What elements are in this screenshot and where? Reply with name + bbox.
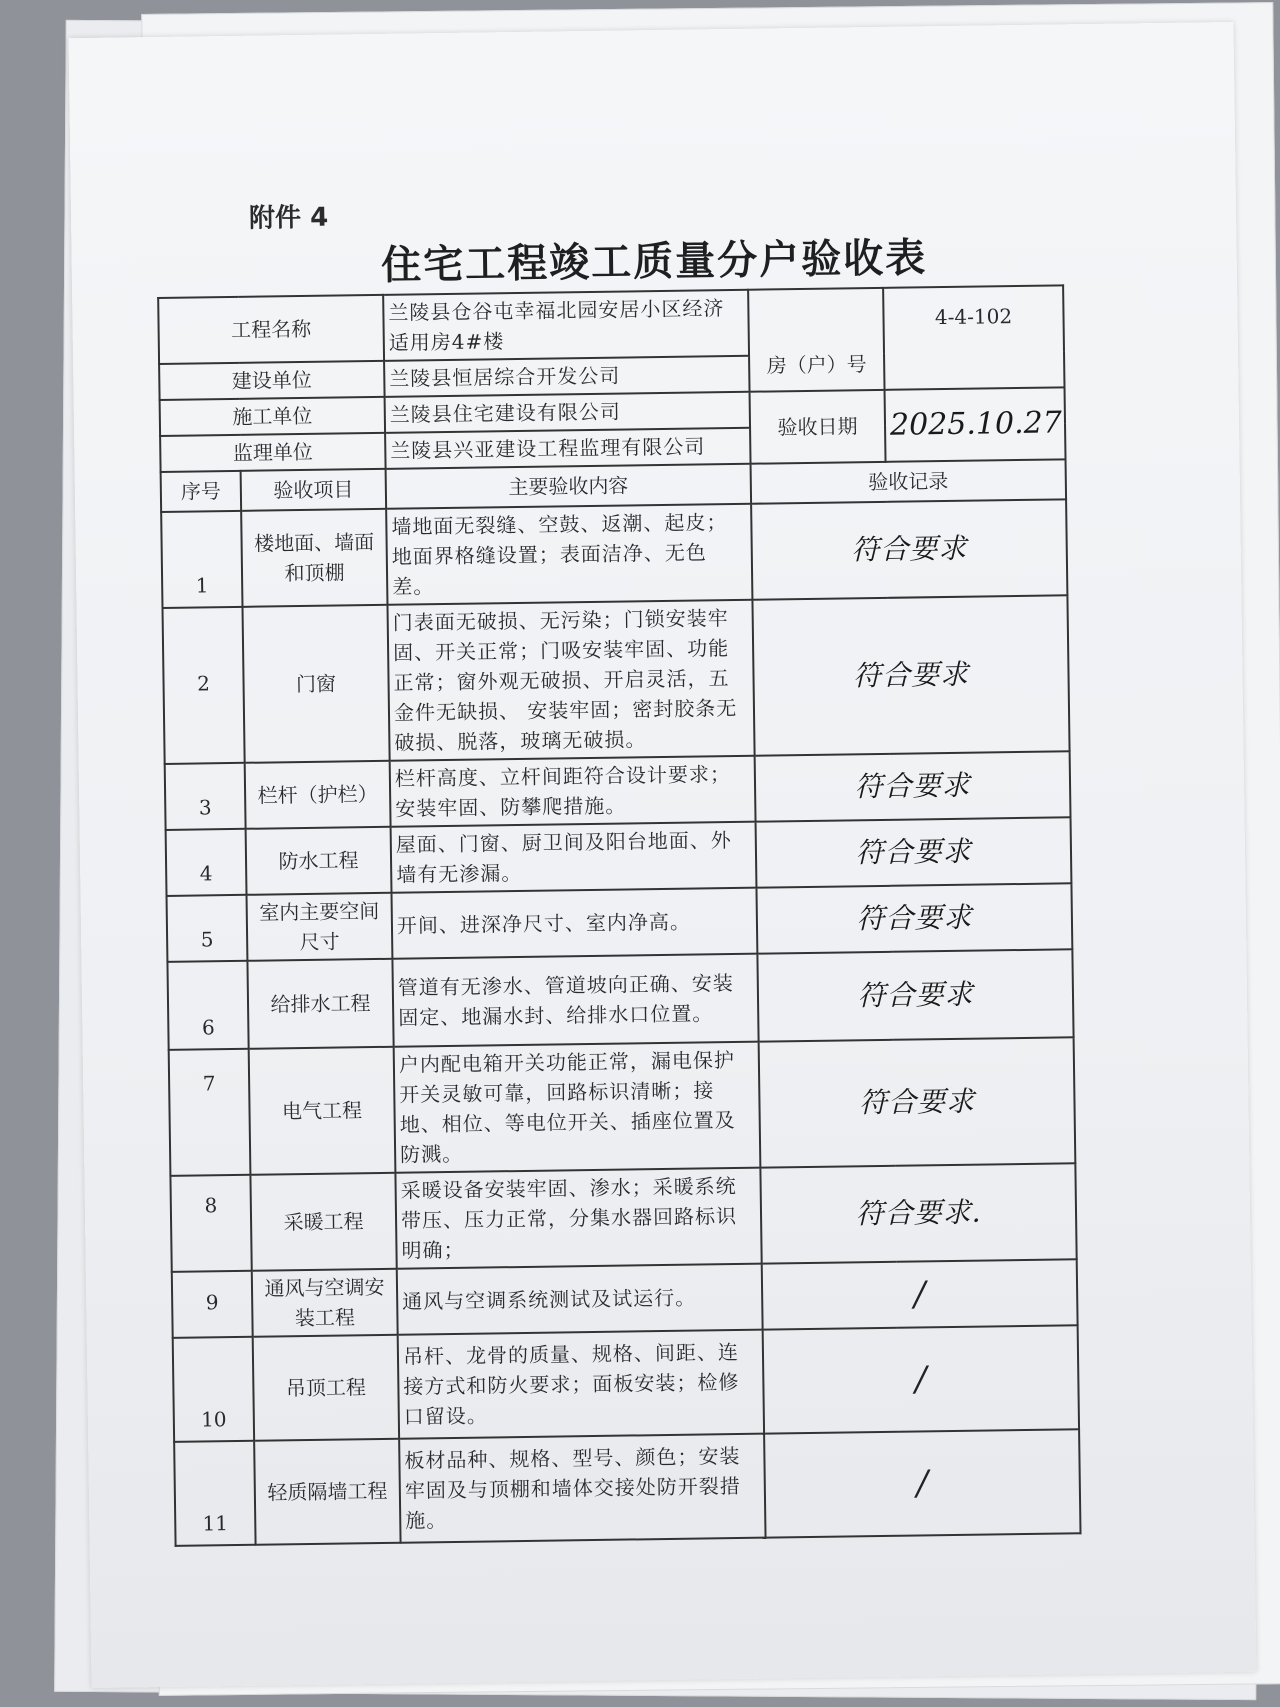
table-row — [173, 1325, 1079, 1442]
row-record-handwritten: 符合要求 — [751, 499, 1067, 599]
row-seq: 3 — [165, 763, 246, 830]
row-record-handwritten: 符合要求 — [756, 883, 1072, 953]
row-item: 通风与空调安装工程 — [252, 1269, 398, 1337]
row-seq: 2 — [163, 607, 245, 764]
table-row — [170, 1163, 1076, 1272]
table-row — [172, 1259, 1078, 1338]
row-content: 墙地面无裂缝、空鼓、返潮、起皮；地面界格缝设置；表面洁净、无色差。 — [386, 504, 752, 605]
room-number-label: 房（户）号 — [748, 288, 884, 392]
table-row — [167, 883, 1073, 962]
build-unit-label: 建设单位 — [159, 361, 384, 400]
row-record-slash: / — [763, 1325, 1079, 1433]
table-row — [174, 1429, 1080, 1546]
acceptance-table — [157, 284, 1081, 1547]
row-seq: 8 — [170, 1175, 251, 1272]
table-row — [161, 499, 1067, 608]
row-record-slash: / — [764, 1429, 1080, 1537]
row-item: 给排水工程 — [247, 959, 393, 1049]
row-seq: 7 — [169, 1049, 251, 1176]
supervise-unit-label: 监理单位 — [160, 433, 385, 472]
construct-unit-label: 施工单位 — [160, 397, 385, 436]
row-record-handwritten: 符合要求 — [757, 949, 1073, 1041]
row-content: 门表面无破损、无污染；门锁安装牢固、开关正常；门吸安装牢固、功能正常；窗外观无破损、开启灵活，五金件无缺损、 安装牢固；密封胶条无破损、脱落，玻璃无破损。 — [387, 600, 754, 761]
row-record-handwritten: 符合要求. — [760, 1163, 1076, 1263]
row-seq: 6 — [167, 961, 248, 1050]
project-name-value: 兰陵县仓谷屯幸福北园安居小区经济适用房4#楼 — [383, 290, 749, 361]
row-item: 栏杆（护栏） — [245, 761, 391, 829]
row-seq: 10 — [173, 1337, 254, 1442]
row-item: 吊顶工程 — [253, 1335, 399, 1441]
table-row — [169, 1037, 1076, 1176]
row-item: 门窗 — [242, 605, 389, 763]
row-content: 屋面、门窗、厨卫间及阳台地面、外墙有无渗漏。 — [391, 822, 757, 893]
table-row — [166, 817, 1072, 896]
row-content: 采暖设备安装牢固、渗水；采暖系统带压、压力正常，分集水器回路标识明确； — [395, 1168, 761, 1269]
document-title: 住宅工程竣工质量分户验收表 — [380, 235, 928, 289]
construct-unit-value: 兰陵县住宅建设有限公司 — [385, 392, 750, 433]
row-seq: 11 — [174, 1441, 255, 1546]
accept-date-value: 2025.10.27 — [885, 387, 1066, 462]
row-item: 楼地面、墙面和顶棚 — [241, 509, 387, 607]
build-unit-value: 兰陵县恒居综合开发公司 — [384, 356, 749, 397]
document-sheet — [69, 22, 1257, 1688]
col-header-content: 主要验收内容 — [386, 464, 752, 509]
row-content: 管道有无渗水、管道坡向正确、安装固定、地漏水封、给排水口位置。 — [392, 954, 758, 1047]
row-content: 通风与空调系统测试及试运行。 — [397, 1264, 763, 1335]
room-number-value: 4-4-102 — [883, 285, 1064, 390]
row-content: 栏杆高度、立杆间距符合设计要求；安装牢固、防攀爬措施。 — [390, 756, 756, 827]
attachment-label: 附件 4 — [248, 202, 329, 234]
row-item: 电气工程 — [249, 1047, 396, 1175]
row-record-handwritten: 符合要求 — [756, 817, 1072, 887]
row-record-handwritten: 符合要求 — [752, 595, 1069, 755]
table-row — [163, 595, 1070, 764]
row-seq: 4 — [166, 829, 247, 896]
row-item: 防水工程 — [246, 827, 392, 895]
row-content: 吊杆、龙骨的质量、规格、间距、连接方式和防火要求；面板安装；检修口留设。 — [398, 1330, 764, 1439]
row-record-handwritten: 符合要求 — [755, 751, 1071, 821]
col-header-item: 验收项目 — [241, 469, 387, 511]
table-row — [167, 949, 1073, 1050]
col-header-seq: 序号 — [161, 471, 242, 512]
row-seq: 5 — [167, 895, 248, 962]
row-content: 户内配电箱开关功能正常，漏电保护开关灵敏可靠，回路标识清晰；接地、相位、等电位开关、插座位置及防溅。 — [394, 1042, 761, 1173]
row-content: 板材品种、规格、型号、颜色；安装牢固及与顶棚和墙体交接处防开裂措施。 — [399, 1434, 765, 1543]
col-header-record: 验收记录 — [751, 459, 1067, 503]
row-item: 轻质隔墙工程 — [254, 1439, 400, 1545]
row-record-slash: / — [762, 1259, 1078, 1329]
table-row — [165, 751, 1071, 830]
supervise-unit-value: 兰陵县兴亚建设工程监理有限公司 — [385, 428, 750, 469]
row-content: 开间、进深净尺寸、室内净高。 — [392, 888, 758, 959]
row-seq: 1 — [161, 511, 242, 608]
row-item: 采暖工程 — [250, 1173, 396, 1271]
row-seq: 9 — [172, 1271, 253, 1338]
accept-date-label: 验收日期 — [750, 390, 886, 464]
row-record-handwritten: 符合要求 — [759, 1037, 1076, 1167]
project-name-label: 工程名称 — [158, 295, 384, 364]
project-name-row — [158, 285, 1064, 364]
row-item: 室内主要空间尺寸 — [247, 893, 393, 961]
